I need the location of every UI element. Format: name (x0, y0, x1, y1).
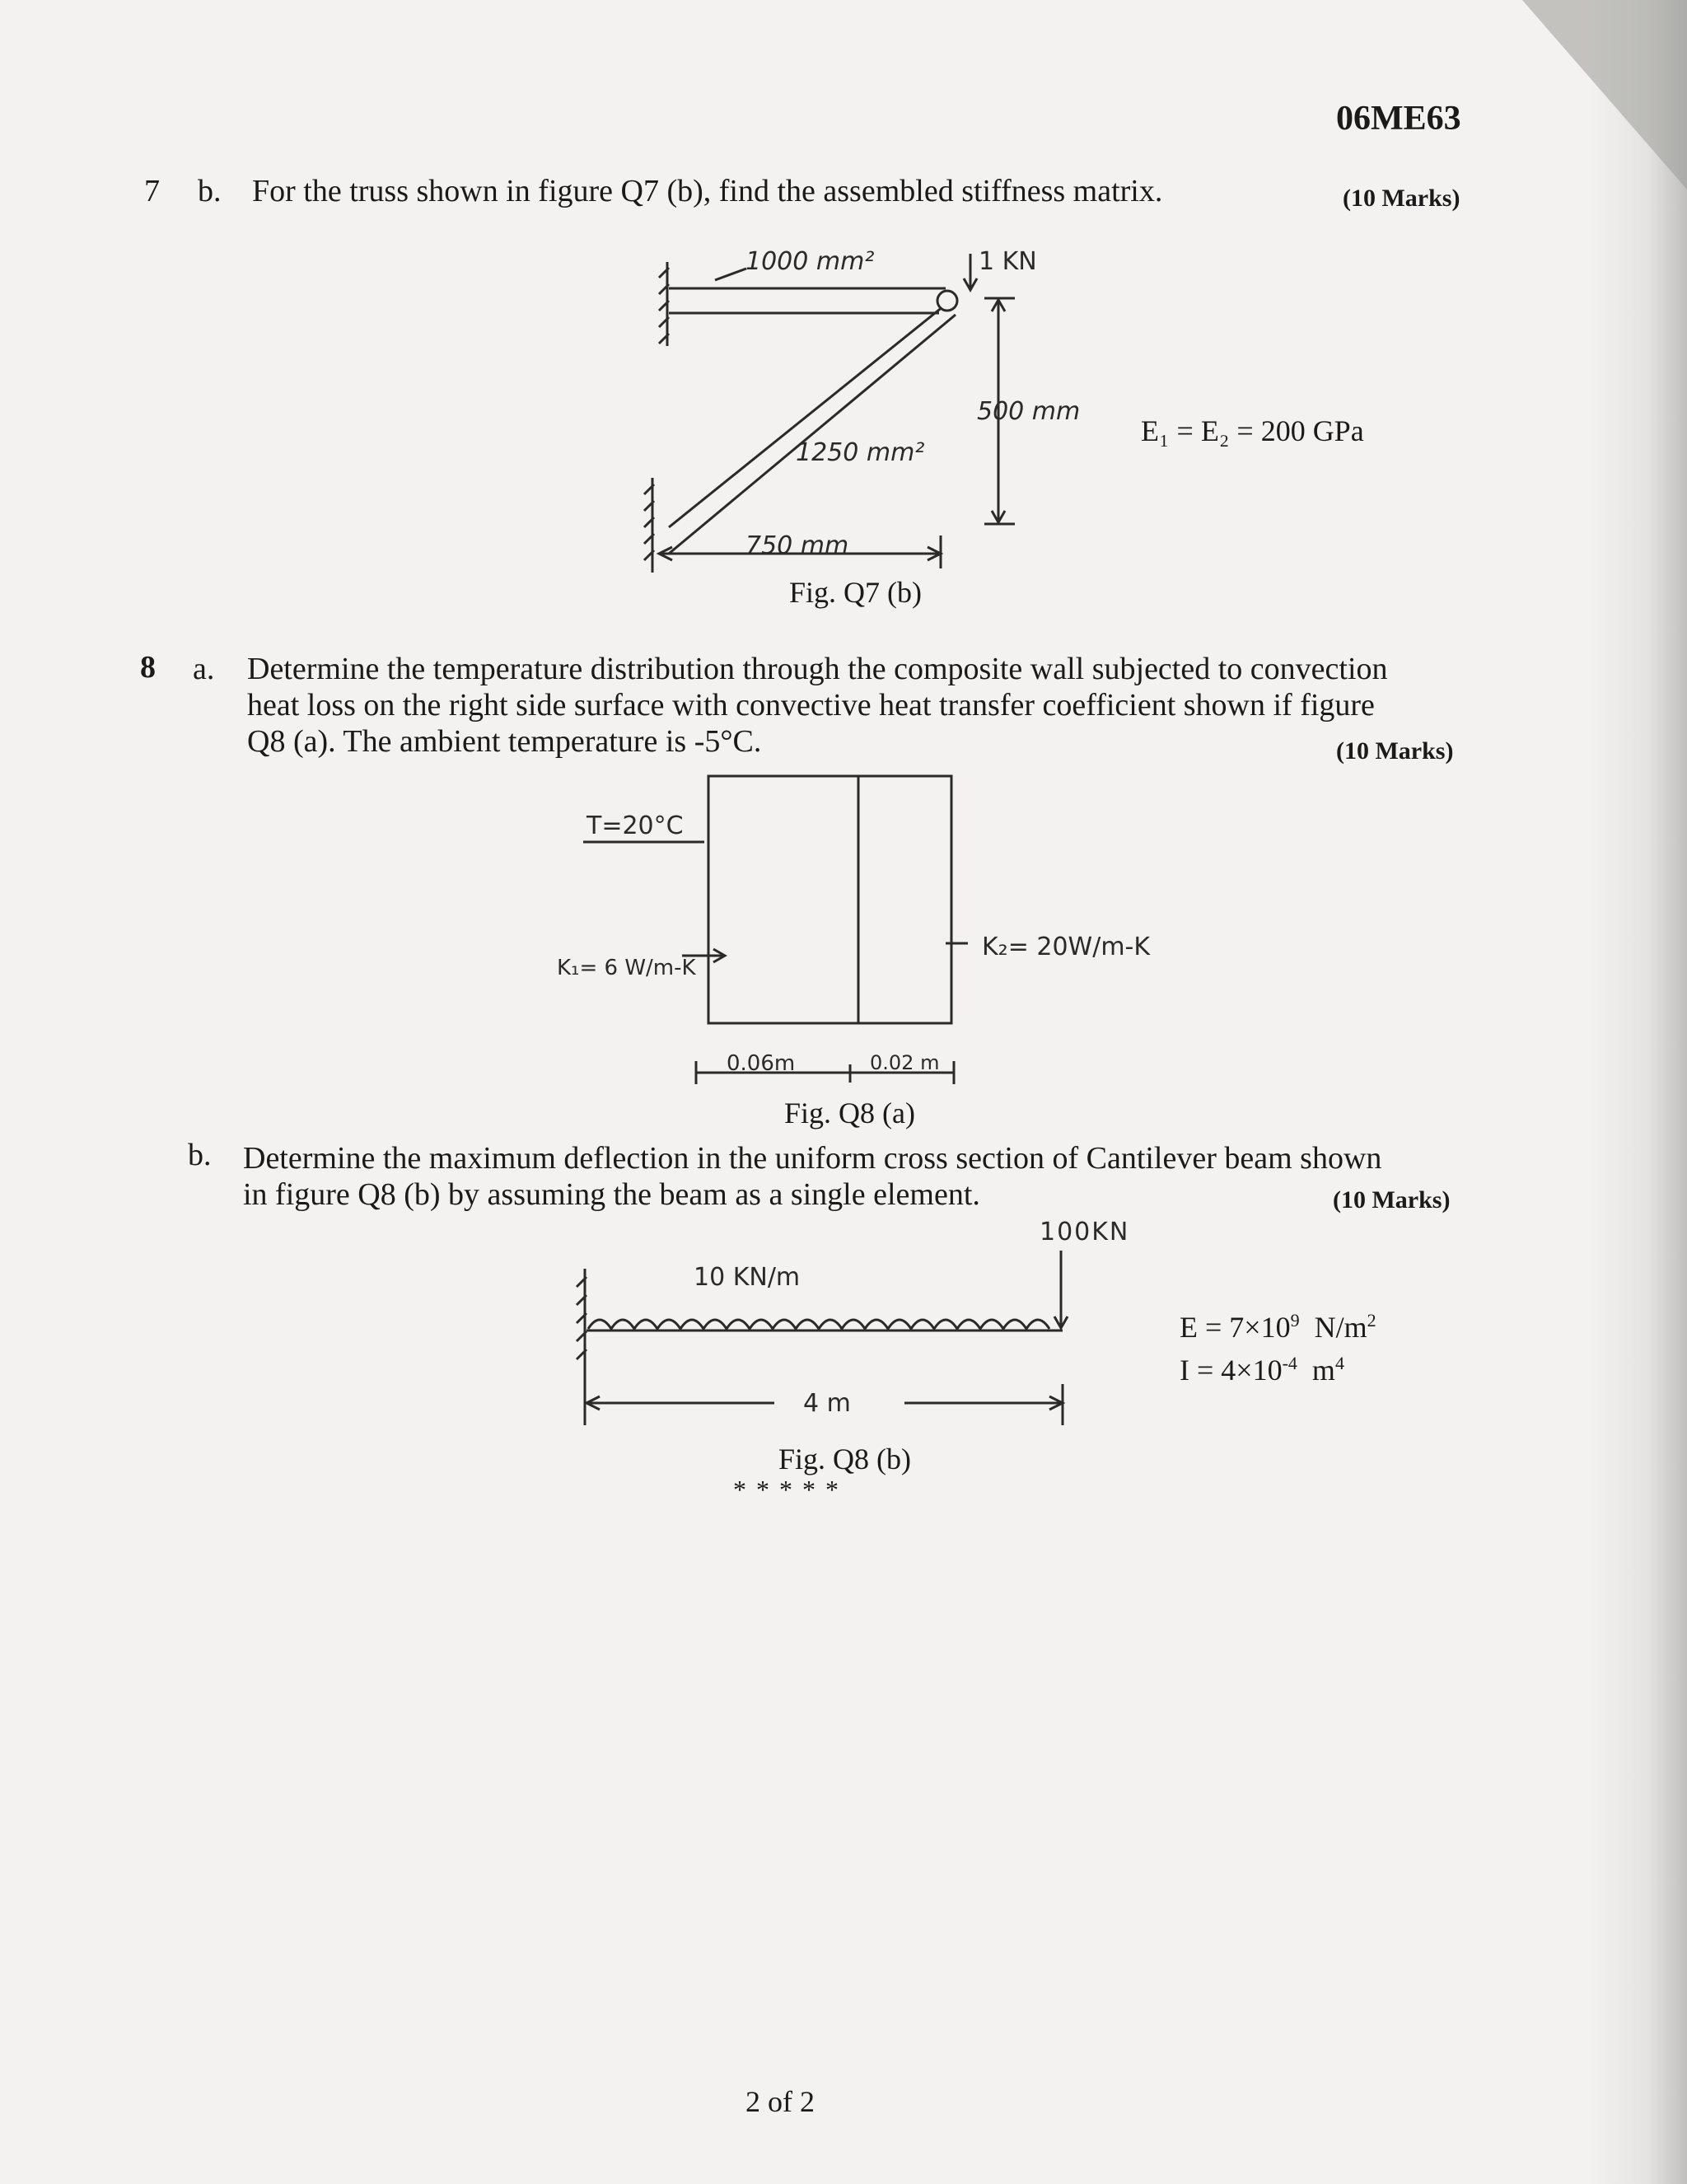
q8b-length-label: 4 m (803, 1389, 851, 1418)
q8b-udl-label: 10 KN/m (694, 1263, 801, 1292)
question-8a-line1: Determine the temperature distribution through the composite wall subjected to convection (247, 652, 1388, 686)
q8a-length1-label: 0.06m (727, 1051, 796, 1076)
q7b-joint (937, 291, 957, 311)
question-8a-marks: (10 Marks) (1336, 737, 1454, 765)
q8b-modulus: $E = 7\times 10^9$ $N/m^2$ (1180, 1310, 1376, 1344)
q8a-caption: Fig. Q8 (a) (784, 1097, 915, 1129)
q8a-temperature-label: T=20°C (586, 811, 684, 840)
q7b-height-label: 500 mm (977, 397, 1081, 426)
question-8b-line2: in figure Q8 (b) by assuming the beam as a single element. (243, 1177, 980, 1212)
course-code: 06ME63 (1336, 100, 1461, 138)
question-8b-marks: (10 Marks) (1333, 1186, 1451, 1214)
q7b-load-label: 1 KN (979, 247, 1037, 276)
q7b-modulus: E₁ = E₂ = 200 GPa (1141, 414, 1364, 447)
q8b-point-load-label: 100KN (1040, 1218, 1130, 1246)
page-edge-shadow (1588, 0, 1687, 2184)
q8b-caption: Fig. Q8 (b) (778, 1443, 911, 1475)
q7b-span-label: 750 mm (745, 531, 849, 560)
page-number: 2 of 2 (745, 2085, 815, 2118)
question-8b-line1: Determine the maximum deflection in the uniform cross section of Cantilever beam shown (243, 1141, 1382, 1176)
q7b-diagonal-member (669, 303, 947, 527)
folded-corner (1522, 0, 1687, 189)
question-7b-part: b. (198, 174, 222, 208)
question-7b-marks: (10 Marks) (1343, 185, 1460, 212)
q7b-caption: Fig. Q7 (b) (789, 576, 922, 609)
question-8b-part: b. (188, 1138, 212, 1172)
question-8a-part: a. (193, 652, 215, 686)
q8a-k2-label: K₂= 20W/m-K (982, 933, 1151, 961)
question-8a-line2: heat loss on the right side surface with convective heat transfer coefficient shown if figure (247, 688, 1375, 723)
q7b-area-diag-label: 1250 mm² (796, 438, 925, 467)
q7b-area-top-label: 1000 mm² (745, 247, 875, 276)
question-number-8: 8 (140, 650, 156, 685)
q8b-inertia: $I = 4\times 10^{-4}$ $m^4$ (1180, 1353, 1344, 1387)
question-8a-line3: Q8 (a). The ambient temperature is -5°C. (247, 724, 762, 759)
question-7b-text: For the truss shown in figure Q7 (b), find the assembled stiffness matrix. (252, 174, 1163, 208)
q8a-k1-label: K₁= 6 W/m-K (557, 956, 696, 980)
q8a-length2-label: 0.02 m (870, 1051, 940, 1074)
q8b-distributed-load (588, 1320, 1049, 1329)
question-number-7: 7 (144, 174, 160, 208)
q8a-composite-wall (708, 776, 951, 1023)
end-of-paper-mark: * * * * * (733, 1475, 840, 1504)
